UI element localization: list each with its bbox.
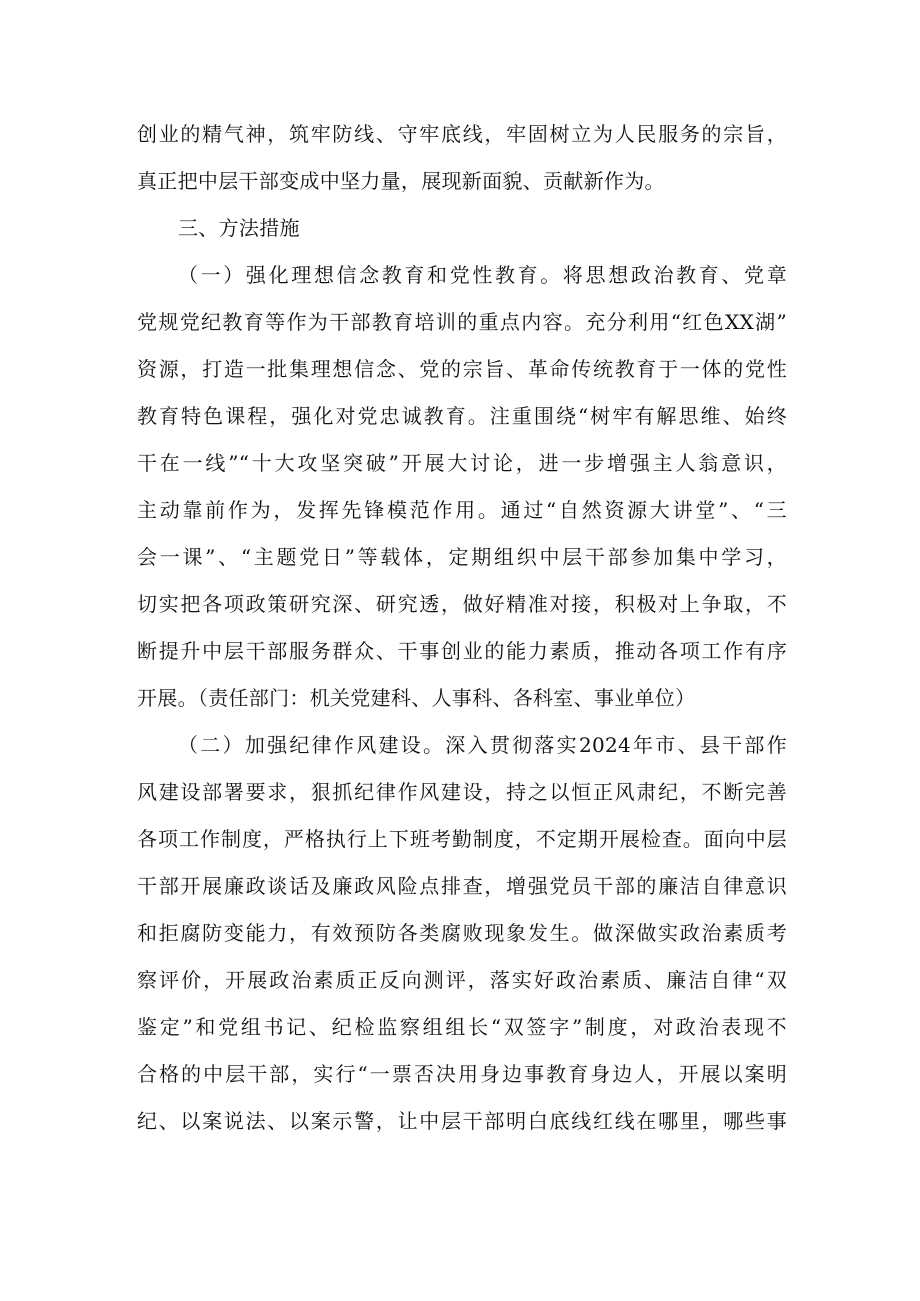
text-line: 创业的精气神，筑牢防线、守牢底线，牢固树立为人民服务的宗旨， [137,122,787,146]
text-line: 干在一线”“十大攻坚突破”开展大讨论，进一步增强主人翁意识， [137,451,787,475]
text-line: 各项工作制度，严格执行上下班考勤制度，不定期开展检查。面向中层 [137,827,787,851]
document-body [137,111,787,1145]
text-line: 风建设部署要求，狠抓纪律作风建设，持之以恒正风肃纪，不断完善 [137,780,787,804]
section-heading: 三、方法措施 [178,216,300,240]
text-line: 干部开展廉政谈话及廉政风险点排查，增强党员干部的廉洁自律意识 [137,874,787,898]
text-line: 真正把中层干部变成中坚力量，展现新面貌、贡献新作为。 [137,169,665,193]
text-line: 资源，打造一批集理想信念、党的宗旨、革命传统教育于一体的党性 [137,357,787,381]
paragraph-start-line: （一）强化理想信念教育和党性教育。将思想政治教育、党章 [178,263,787,287]
text-line: 开展。（责任部门：机关党建科、人事科、各科室、事业单位） [137,686,696,710]
text-line: 切实把各项政策研究深、研究透，做好精准对接，积极对上争取，不 [137,592,787,616]
text-line: 察评价，开展政治素质正反向测评，落实好政治素质、廉洁自律“双 [137,968,787,992]
text-line: 纪、以案说法、以案示警，让中层干部明白底线红线在哪里，哪些事 [137,1109,787,1133]
text-line: 党规党纪教育等作为干部教育培训的重点内容。充分利用“红色XX湖” [137,310,787,334]
text-line: 教育特色课程，强化对党忠诚教育。注重围绕“树牢有解思维、始终 [137,404,787,428]
text-line: 鉴定”和党组书记、纪检监察组组长“双签字”制度，对政治表现不 [137,1015,787,1039]
text-line: 会一课”、“主题党日”等载体，定期组织中层干部参加集中学习， [137,545,787,569]
text-line: 合格的中层干部，实行“一票否决用身边事教育身边人，开展以案明 [137,1062,787,1086]
text-line: 断提升中层干部服务群众、干事创业的能力素质，推动各项工作有序 [137,639,787,663]
text-line: 和拒腐防变能力，有效预防各类腐败现象发生。做深做实政治素质考 [137,921,787,945]
paragraph-start-line: （二）加强纪律作风建设。深入贯彻落实2024年市、县干部作 [178,733,787,757]
text-line: 主动靠前作为，发挥先锋模范作用。通过“自然资源大讲堂”、“三 [137,498,787,522]
